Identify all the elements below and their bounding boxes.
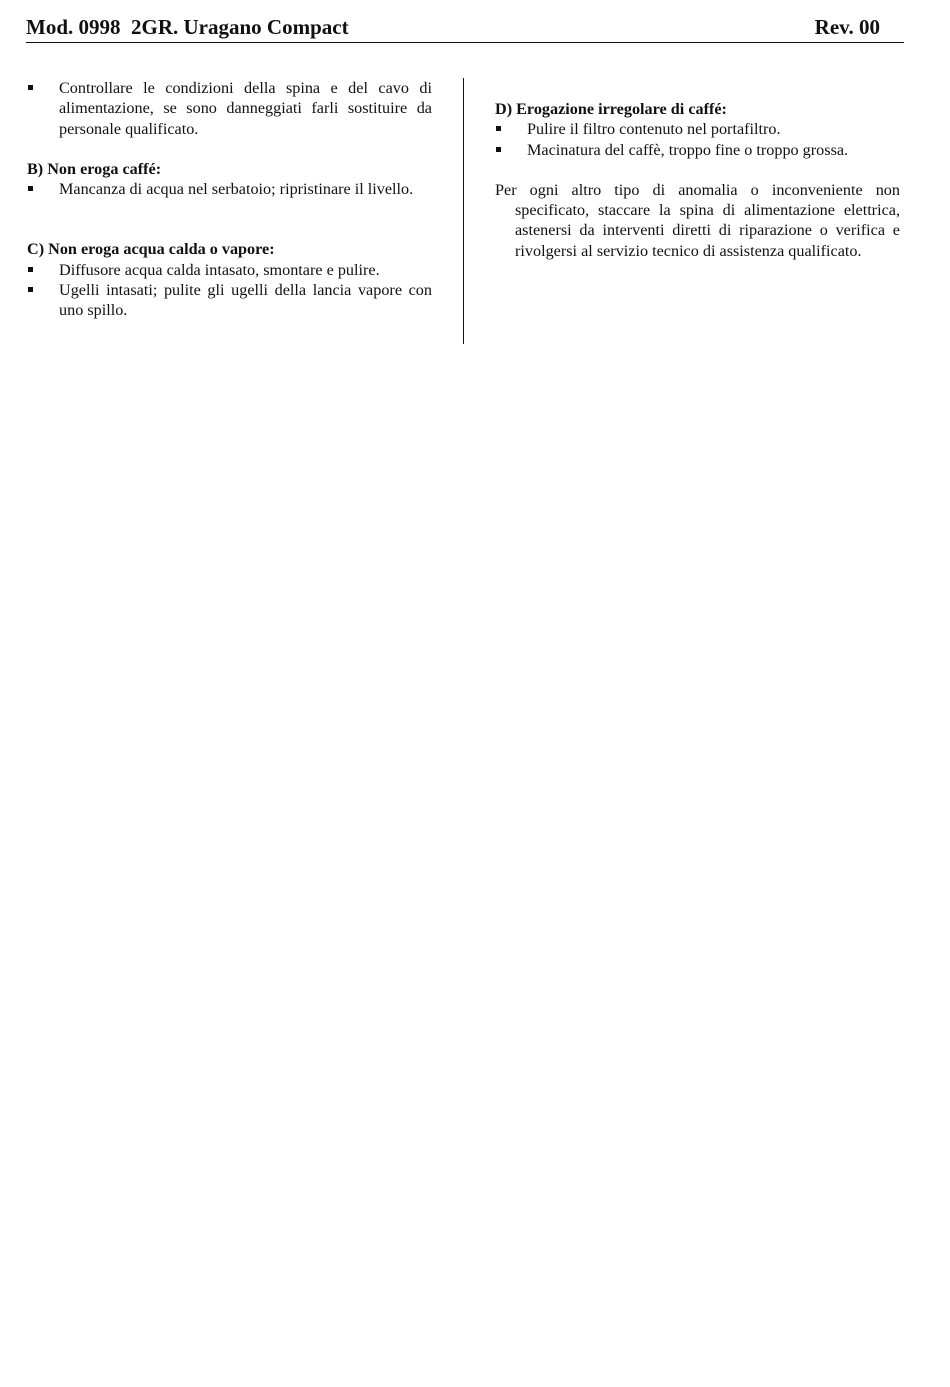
square-bullet-icon <box>28 287 33 292</box>
list-item <box>495 119 900 139</box>
list-item-text: Controllare le condizioni della spina e del cavo di alimentazione, se sono danneggiati farli sostituire da personale qualificato. <box>59 79 432 138</box>
list-item-text: Pulire il filtro contenuto nel portafiltro. <box>527 120 781 139</box>
list-item <box>27 78 432 139</box>
document-title: Mod. 0998 2GR. Uragano Compact <box>26 15 349 39</box>
revision-label: Rev. 00 <box>814 15 880 39</box>
intro-list <box>27 78 432 139</box>
list-item-text: Mancanza di acqua nel serbatoio; ripristinare il livello. <box>59 180 414 199</box>
square-bullet-icon <box>496 126 501 131</box>
list-item <box>495 140 900 160</box>
section-b-list <box>27 179 432 199</box>
section-b-title: B) Non eroga caffé: <box>27 159 162 178</box>
section-d-title: D) Erogazione irregolare di caffé: <box>495 100 727 118</box>
page-header <box>26 12 904 43</box>
list-item-text: Diffusore acqua calda intasato, smontare e pulire. <box>59 260 380 279</box>
section-c-list <box>27 260 432 321</box>
column-divider <box>463 78 464 344</box>
closing-paragraph: Per ogni altro tipo di anomalia o inconveniente non specificato, staccare la spina di alimentazione elettrica, astenersi da interventi diretti di riparazione o verifica e rivolgersi al servizio tecnico di assistenza qualificato. <box>495 180 900 260</box>
list-item-text: Macinatura del caffè, troppo fine o troppo grossa. <box>527 140 849 159</box>
list-item-text: Ugelli intasati; pulite gli ugelli della lancia vapore con uno spillo. <box>59 281 432 320</box>
list-item <box>27 260 432 280</box>
list-item <box>27 280 432 321</box>
square-bullet-icon <box>28 186 33 191</box>
square-bullet-icon <box>28 85 33 90</box>
section-c-title: C) Non eroga acqua calda o vapore: <box>27 240 275 259</box>
section-d-list <box>495 119 900 160</box>
right-column <box>495 99 900 261</box>
left-column <box>27 78 432 321</box>
square-bullet-icon <box>496 147 501 152</box>
list-item <box>27 179 432 199</box>
square-bullet-icon <box>28 267 33 272</box>
